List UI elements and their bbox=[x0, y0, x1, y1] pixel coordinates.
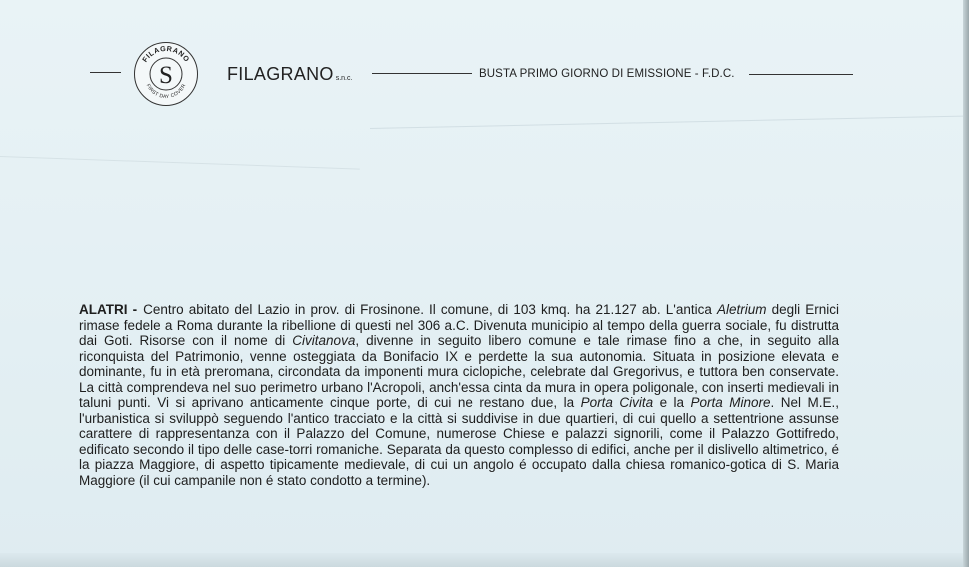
description-italic-porta-minore: Porta Minore bbox=[690, 395, 771, 411]
fdc-caption: BUSTA PRIMO GIORNO DI EMISSIONE - F.D.C. bbox=[479, 68, 735, 80]
description-italic-civitanova: Civitanova bbox=[292, 333, 356, 349]
logo-letter: S bbox=[159, 62, 173, 89]
description-part-5: . Nel M.E., l'urbanistica si sviluppò seguendo l'antico tracciato e la città si suddivise in due quartieri, di cui quello a settentrione assunse carattere di rappresentanza con il Palazzo del Comune, numerose Chiese e palazzi signorili, come il Palazzo Gottifredo, edificato secondo il tipo delle case-torri romaniche. Separata da questo complesso di edifici, anche per il dislivello altimetrico, é la piazza Maggiore, di aspetto tipicamente medievale, di cui un angolo é occupato dalla chiesa romanico-gotica di S. Maria Maggiore (il cui campanile non é stato condotto a termine). bbox=[79, 395, 839, 489]
logo-ring-top-text: FILAGRANO bbox=[140, 43, 192, 64]
right-rule bbox=[749, 74, 853, 75]
envelope-flap-crease bbox=[370, 115, 969, 129]
description-italic-porta-civita: Porta Civita bbox=[580, 395, 654, 411]
envelope-bottom-edge bbox=[0, 553, 969, 567]
description-part-1: Centro abitato del Lazio in prov. di Frosinone. Il comune, di 103 kmq. ha 21.127 ab. L'antica bbox=[143, 302, 717, 317]
brand-title: FILAGRANO bbox=[227, 64, 334, 84]
place-title: ALATRI - bbox=[79, 302, 138, 317]
envelope-right-edge bbox=[963, 0, 969, 567]
center-rule bbox=[372, 73, 472, 74]
logo-ring-bottom-text: FIRST DAY COVER bbox=[144, 83, 188, 101]
description-italic-aletrium: Aletrium bbox=[716, 302, 767, 317]
filagrano-logo-icon bbox=[133, 41, 199, 107]
envelope-flap-crease-left bbox=[0, 156, 360, 170]
alatri-description bbox=[79, 302, 839, 489]
description-part-4: e la bbox=[653, 395, 691, 411]
brand-suffix: s.n.c. bbox=[335, 75, 353, 82]
description-part-2: degli Ernici rimase fedele a Roma durante la ribellione di questi nel 306 a.C. Divenuta municipio al tempo della guerra sociale, fu distrutta dai Goti. Risorse con il nome di bbox=[79, 302, 839, 349]
left-rule bbox=[90, 72, 121, 73]
brand-name bbox=[227, 64, 352, 85]
description-part-3: , divenne in seguito libero comune e tale rimase fino a che, in seguito alla riconquista del Patrimonio, venne osteggiata da Bonifacio IX e perdette la sua autonomia. Situata in posizione elevata e dominante, fu in età preromana, circondata da imponenti mura ciclopiche, celebrate dal Gregorivus, e tuttora ben conservate. La città comprendeva nel suo perimetro urbano l'Acropoli, anch'essa cinta da mura in opera poligonale, con inserti medievali in taluni punti. Vi si aprivano anticamente cinque porte, di cui ne restano due, la bbox=[79, 333, 839, 411]
